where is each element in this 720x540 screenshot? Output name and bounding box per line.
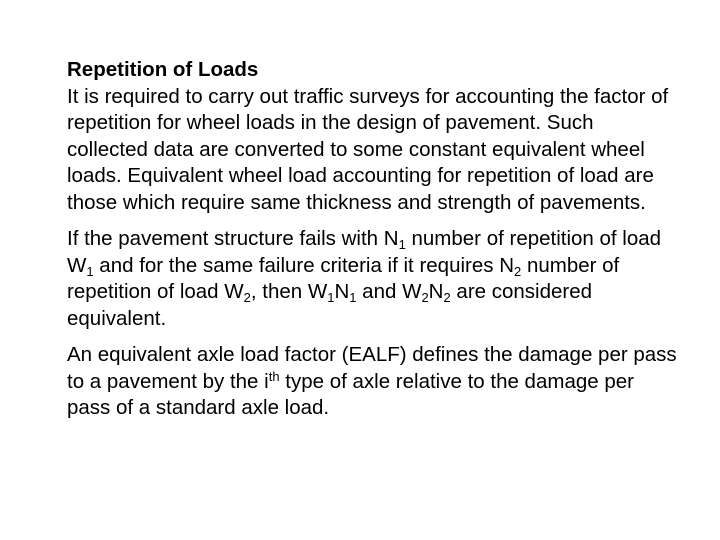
- text-segment: , then W: [250, 280, 328, 303]
- subscript: 2: [514, 263, 522, 279]
- text-segment: number of repetition of load W: [67, 253, 620, 303]
- text-segment: N: [334, 280, 350, 303]
- text-segment: and W: [356, 280, 422, 303]
- paragraph-equivalence: [67, 226, 677, 332]
- text-segment: N: [428, 280, 444, 303]
- paragraph-repetition-of-loads: [67, 57, 677, 216]
- text-segment: and for the same failure criteria if it requires N: [93, 253, 515, 277]
- text-segment: If the pavement structure fails with N: [67, 227, 399, 250]
- text-segment: An equivalent axle load factor (EALF) defines the damage per pass to a pavement by the i: [67, 343, 677, 393]
- text-segment: number of repetition of load W: [67, 227, 662, 277]
- paragraph-1-text: It is required to carry out traffic surveys for accounting the factor of repetition for wheel loads in the design of pavement. Such collected data are converted to some constant equivalent wheel loads. Equivalent wheel load accounting for repetition of load are those which require same thickness and strength of pavements.: [67, 84, 669, 214]
- text-segment: type of axle relative to the damage per pass of a standard axle load.: [67, 369, 634, 419]
- subscript: 2: [421, 290, 429, 305]
- subscript: 1: [86, 263, 94, 279]
- slide-content: [67, 57, 677, 422]
- slide-title: Repetition of Loads: [67, 58, 259, 81]
- subscript: 1: [398, 237, 406, 252]
- subscript: 2: [243, 290, 251, 305]
- subscript: 1: [327, 290, 335, 305]
- subscript: 1: [349, 290, 357, 305]
- text-segment: are considered equivalent.: [67, 280, 593, 330]
- superscript: th: [268, 368, 280, 384]
- subscript: 2: [443, 290, 451, 305]
- paragraph-ealf: [67, 342, 677, 422]
